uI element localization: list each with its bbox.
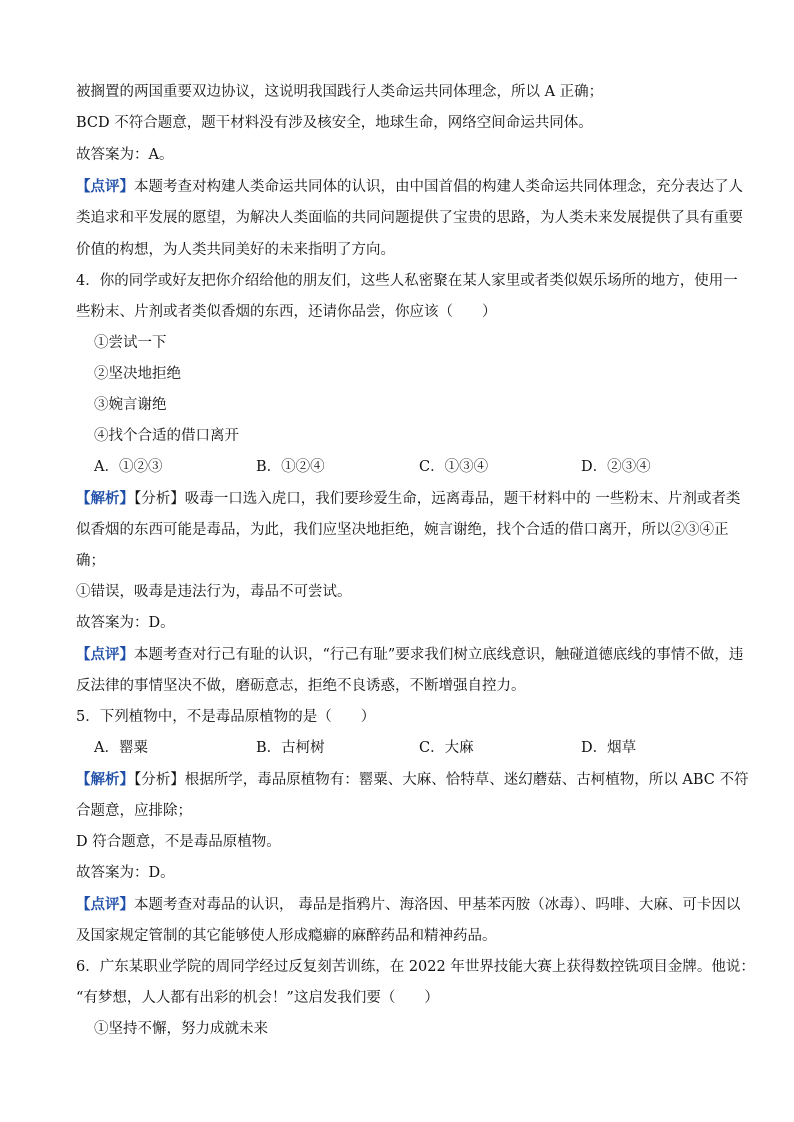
analysis-line [76, 489, 740, 509]
comment-line: 类追求和平发展的愿望，为解决人类面临的共同问题提供了宝贵的思路，为人类未来发展提供了具有重要 [76, 210, 743, 226]
analysis-line [76, 770, 748, 790]
analysis-tag: 【解析】 [76, 771, 134, 788]
question-stem: 4．你的同学或好友把你介绍给他的朋友们，这些人私密聚在某人家里或者类似娱乐场所的地方，使用一 [76, 273, 738, 289]
question-stem: “有梦想，人人都有出彩的机会！”这启发我们要（ ） [76, 990, 439, 1006]
comment-line [76, 645, 743, 665]
option-row [94, 738, 714, 758]
paragraph-line: BCD 不符合题意，题干材料没有涉及核安全，地球生命，网络空间命运共同体。 [76, 115, 593, 131]
option-c: C．大麻 [419, 740, 474, 756]
analysis-text: 【分析】根据所学，毒品原植物有：罂粟、大麻、恰特草、迷幻蘑菇、古柯植物，所以 ABC 不符 [134, 772, 749, 788]
option-row [94, 457, 714, 477]
question-stem: 些粉末、片剂或者类似香烟的东西，还请你品尝，你应该（ ） [76, 304, 497, 320]
paragraph-line: 被搁置的两国重要双边协议，这说明我国践行人类命运共同体理念，所以 A 正确； [76, 84, 604, 100]
comment-text: 本题考查对行己有耻的认识，“行己有耻”要求我们树立底线意识，触碰道德底线的事情不做，违 [134, 647, 744, 663]
comment-line: 反法律的事情坚决不做，磨砺意志，拒绝不良诱惑，不断增强自控力。 [76, 678, 526, 694]
analysis-line: 合题意，应排除； [76, 803, 192, 819]
analysis-line: D 符合题意，不是毒品原植物。 [76, 834, 281, 850]
question-item: ①坚持不懈，努力成就未来 [94, 1021, 268, 1037]
analysis-line: ①错误，吸毒是违法行为，毒品不可尝试。 [76, 584, 352, 600]
analysis-tag: 【解析】 [76, 490, 134, 507]
option-a: A．①②③ [94, 459, 163, 475]
comment-text: 本题考查对毒品的认识， 毒品是指鸦片、海洛因、甲基苯丙胺（冰毒）、吗啡、大麻、可卡因以 [134, 897, 741, 913]
analysis-line: 似香烟的东西可能是毒品，为此，我们应坚决地拒绝，婉言谢绝，找个合适的借口离开，所以②③④正 [76, 522, 729, 538]
comment-line: 价值的构想，为人类共同美好的未来指明了方向。 [76, 242, 395, 258]
comment-text: 本题考查对构建人类命运共同体的认识，由中国首倡的构建人类命运共同体理念，充分表达了人 [134, 179, 743, 195]
question-item: ④找个合适的借口离开 [94, 428, 239, 444]
question-stem: 6．广东某职业学院的周同学经过反复刻苦训练，在 2022 年世界技能大赛上获得数控铣项目金牌。他说： [76, 959, 755, 975]
question-item: ③婉言谢绝 [94, 397, 167, 413]
comment-line [76, 895, 740, 915]
analysis-line: 确； [76, 553, 105, 569]
analysis-text: 【分析】吸毒一口选入虎口，我们要珍爱生命，远离毒品，题干材料中的 一些粉末、片剂或者类 [134, 491, 741, 507]
option-b: B．①②④ [256, 459, 325, 475]
comment-tag: 【点评】 [76, 178, 134, 195]
option-c: C．①③④ [419, 459, 489, 475]
comment-line [76, 177, 743, 197]
comment-tag: 【点评】 [76, 896, 134, 913]
option-d: D．烟草 [581, 740, 637, 756]
comment-line: 及国家规定管制的其它能够使人形成瘾癖的麻醉药品和精神药品。 [76, 928, 497, 944]
question-item: ①尝试一下 [94, 335, 167, 351]
option-a: A．罂粟 [94, 740, 148, 756]
answer-line: 故答案为：A。 [76, 147, 174, 163]
option-d: D．②③④ [581, 459, 651, 475]
answer-line: 故答案为：D。 [76, 865, 175, 881]
comment-tag: 【点评】 [76, 646, 134, 663]
answer-line: 故答案为：D。 [76, 615, 175, 631]
question-item: ②坚决地拒绝 [94, 366, 181, 382]
option-b: B．古柯树 [256, 740, 325, 756]
question-stem: 5．下列植物中，不是毒品原植物的是（ ） [76, 709, 376, 725]
